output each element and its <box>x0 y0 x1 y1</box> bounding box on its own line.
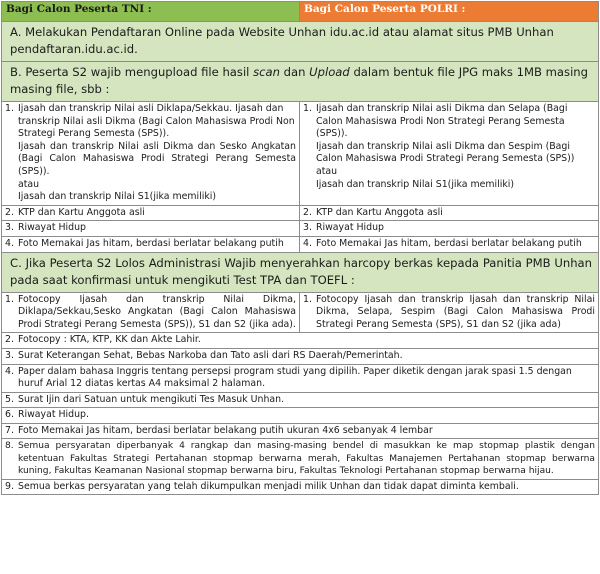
c-item-polri: 1. Fotocopy Ijasah dan transkrip Ijasah dan transkrip Nilai Dikma, Selapa, Sespim (Bagi Calon Mahasiswa Prodi Strategi Perang Semesta (SPS), S1 dan S2 (jika ada) <box>300 292 599 333</box>
b-item-row <box>2 205 599 221</box>
b-item-polri: 1. Ijasah dan transkrip Nilai asli Dikma dan Selapa (Bagi Calon Mahasiswa Prodi Non Strategi Perang Semesta (SPS)). Ijasah dan transkrip Nilai asli Dikma dan Sespim (Bagi Calon Mahasiswa Prodi Strategi Perang Semesta (SPS)) atau Ijasah dan transkrip Nilai S1(jika memiliki) <box>300 102 599 206</box>
upload-word: Upload <box>309 65 350 79</box>
b-item-polri: 3. Riwayat Hidup <box>300 221 599 237</box>
section-a: A. Melakukan Pendaftaran Online pada Website Unhan idu.ac.id atau alamat situs PMB Unhan pendaftaran.idu.ac.id. <box>2 22 599 62</box>
c-item-row: 2. Fotocopy : KTA, KTP, KK dan Akte Lahir. <box>2 333 599 349</box>
c-item-row: 4. Paper dalam bahasa Inggris tentang persepsi program studi yang dipilih. Paper diketik dengan jarak spasi 1.5 dengan huruf Arial 12 diatas kertas A4 maksimal 2 halaman. <box>2 364 599 392</box>
c-item-row: 5. Surat Ijin dari Satuan untuk mengikuti Tes Masuk Unhan. <box>2 392 599 408</box>
header-row <box>2 2 599 22</box>
c-item-row: 8. Semua persyaratan diperbanyak 4 rangkap dan masing-masing bendel di masukkan ke map stopmap plastik dengan ketentuan Fakultas Strategi Pertahanan stopmap berwarna merah, Fakultas Manajemen Pertahanan stopmap berwarna kuning, Fakultas Keamanan Nasional stopmap berwarna biru, Fakultas Teknologi Pertahanan stopmap berwarna hijau. <box>2 439 599 479</box>
scan-word: scan <box>253 65 280 79</box>
b-item-polri: 4. Foto Memakai Jas hitam, berdasi berlatar belakang putih <box>300 236 599 252</box>
tni-header: Bagi Calon Peserta TNI : <box>2 2 300 22</box>
c-item-row <box>2 292 599 333</box>
c-item-row: 6. Riwayat Hidup. <box>2 408 599 424</box>
polri-header: Bagi Calon Peserta POLRI : <box>300 2 599 22</box>
c-item-row: 7. Foto Memakai Jas hitam, berdasi berlatar belakang putih ukuran 4x6 sebanyak 4 lembar <box>2 423 599 439</box>
b-item-row <box>2 221 599 237</box>
b-item-tni: 1. Ijasah dan transkrip Nilai asli Diklapa/Sekkau. Ijasah dan transkrip Nilai asli Dikma (Bagi Calon Mahasiswa Prodi Non Strategi Perang Semesta (SPS)). Ijasah dan transkrip Nilai asli Dikma dan Sesko Angkatan (Bagi Calon Mahasiswa Prodi Strategi Perang Semesta (SPS)). atau Ijasah dan transkrip Nilai S1(jika memiliki) <box>2 102 300 206</box>
b-item-row <box>2 236 599 252</box>
section-b: B. Peserta S2 wajib mengupload file hasil scan dan Upload dalam bentuk file JPG maks 1MB masing masing file, sbb : <box>2 62 599 102</box>
section-c: C. Jika Peserta S2 Lolos Administrasi Wajib menyerahkan harcopy berkas kepada Panitia PMB Unhan pada saat konfirmasi untuk mengikuti Test TPA dan TOEFL : <box>2 252 599 292</box>
requirements-table <box>1 1 599 495</box>
b-item-tni: 4. Foto Memakai Jas hitam, berdasi berlatar belakang putih <box>2 236 300 252</box>
b-item-tni: 2. KTP dan Kartu Anggota asli <box>2 205 300 221</box>
b-item-tni: 3. Riwayat Hidup <box>2 221 300 237</box>
c-item-row: 3. Surat Keterangan Sehat, Bebas Narkoba dan Tato asli dari RS Daerah/Pemerintah. <box>2 348 599 364</box>
b-item-polri: 2. KTP dan Kartu Anggota asli <box>300 205 599 221</box>
b-item-row <box>2 102 599 206</box>
c-item-row: 9. Semua berkas persyaratan yang telah dikumpulkan menjadi milik Unhan dan tidak dapat diminta kembali. <box>2 479 599 495</box>
c-item-tni: 1. Fotocopy Ijasah dan transkrip Nilai Dikma, Diklapa/Sekkau,Sesko Angkatan (Bagi Calon Mahasiswa Prodi Strategi Perang Semesta (SPS)), S1 dan S2 (jika ada). <box>2 292 300 333</box>
